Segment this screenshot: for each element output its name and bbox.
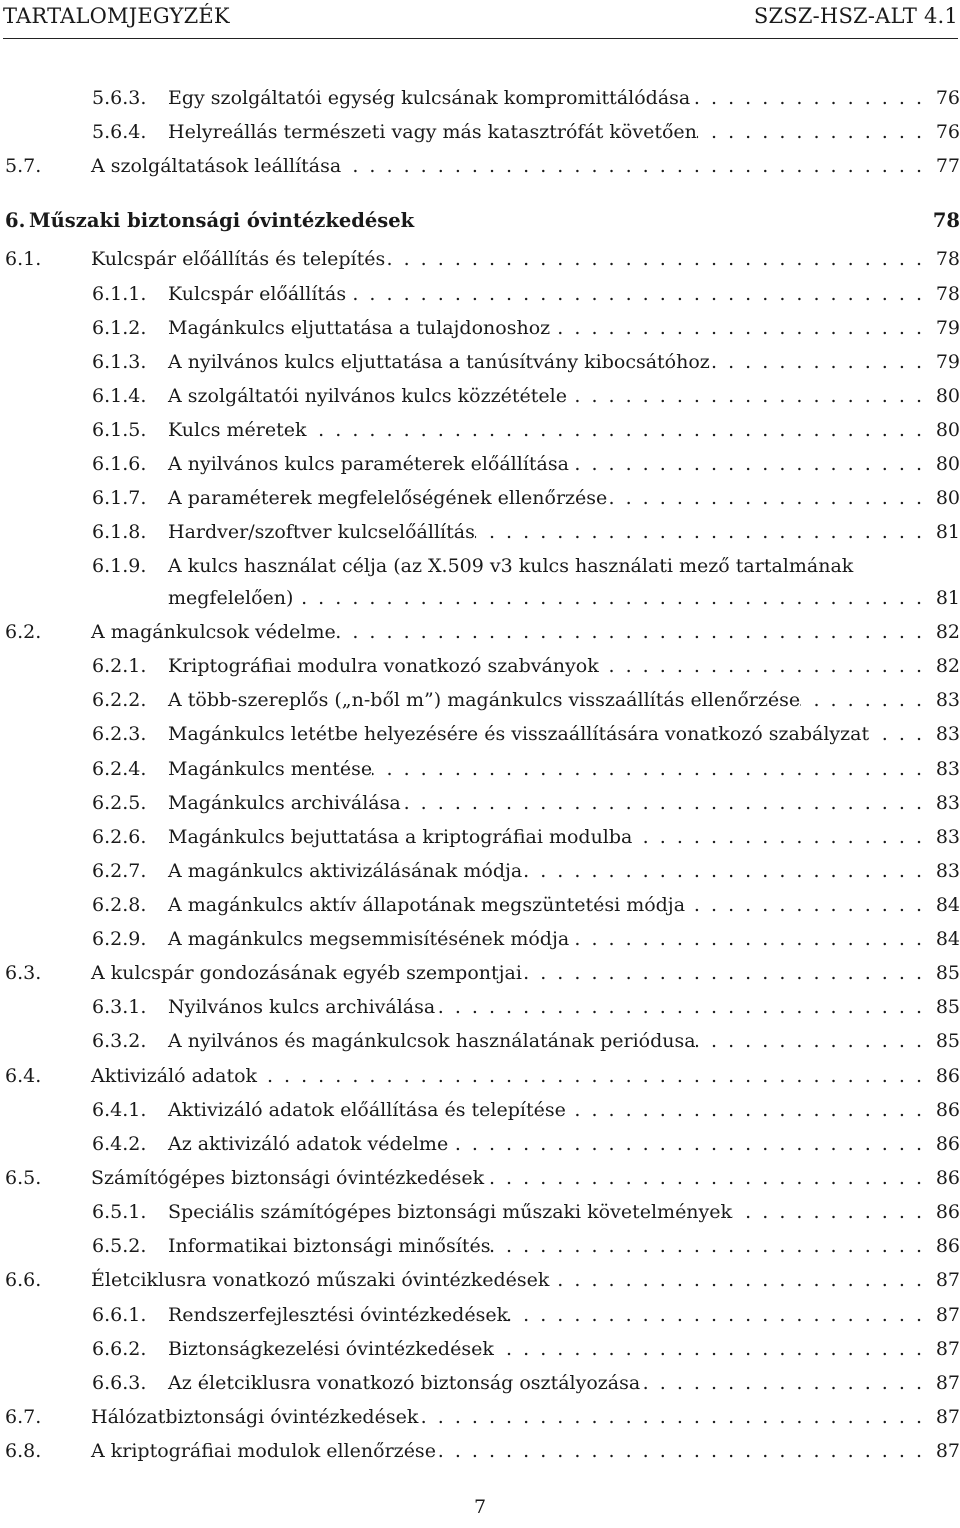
toc-entry-title: A kulcs használat célja (az X.509 v3 kulcs használati mező tartalmának [168, 555, 854, 577]
toc-entry-number: 6.3. [5, 962, 42, 984]
toc-leader-dots [336, 621, 930, 643]
toc-entry-page: 87 [935, 1440, 960, 1462]
toc-entry[interactable] [92, 894, 960, 916]
toc-entry[interactable] [92, 996, 960, 1018]
toc-entry-title: Kulcspár előállítás [168, 283, 347, 305]
toc-entry-page: 82 [935, 655, 960, 677]
toc-entry-title: Nyilvános kulcs archiválása [168, 996, 436, 1018]
toc-leader-dots [696, 1030, 930, 1052]
toc-leader-dots [800, 689, 930, 711]
toc-entry-title: Az aktivizáló adatok védelme [168, 1133, 449, 1155]
header-left-title: TARTALOMJEGYZÉK [3, 4, 230, 28]
toc-entry[interactable] [92, 1338, 960, 1360]
toc-entry-number: 6.2.3. [92, 723, 147, 745]
toc-entry-number: 6.2.9. [92, 928, 147, 950]
toc-entry-page: 86 [935, 1099, 960, 1121]
toc-entry[interactable] [92, 1030, 960, 1052]
toc-entry[interactable] [92, 1235, 960, 1257]
toc-entry-number: 6.1.6. [92, 453, 147, 475]
toc-entry-number: 6.1.5. [92, 419, 147, 441]
toc-entry-number: 6.4. [5, 1065, 42, 1087]
toc-entry[interactable] [92, 723, 960, 745]
toc-entry-title: Aktivizáló adatok [91, 1065, 258, 1087]
toc-entry[interactable] [5, 1269, 960, 1291]
toc-entry-number: 6.5.1. [92, 1201, 147, 1223]
toc-entry-title: A kriptográfiai modulok ellenőrzése [91, 1440, 436, 1462]
toc-leader-dots [599, 655, 930, 677]
toc-leader-dots [293, 587, 930, 609]
toc-entry-number: 5.6.4. [92, 121, 147, 143]
toc-entry[interactable] [92, 1372, 960, 1394]
toc-entry-page: 78 [935, 283, 960, 305]
toc-entry-multiline-second[interactable] [92, 587, 960, 609]
toc-leader-dots [257, 1065, 930, 1087]
toc-leader-dots [550, 317, 930, 339]
toc-entry[interactable] [92, 826, 960, 848]
toc-entry-title-cont: megfelelően) [168, 587, 294, 609]
toc-entry-number: 6.6.2. [92, 1338, 147, 1360]
toc-entry-title: Aktivizáló adatok előállítása és telepítése [168, 1099, 566, 1121]
toc-leader-dots [685, 894, 930, 916]
toc-entry[interactable] [5, 1440, 960, 1462]
toc-entry[interactable] [92, 928, 960, 950]
toc-entry-title: Magánkulcs letétbe helyezésére és visszaállítására vonatkozó szabályzat [168, 723, 870, 745]
toc-entry-title: Informatikai biztonsági minősítés [168, 1235, 491, 1257]
toc-leader-dots [385, 248, 930, 270]
page-number: 7 [473, 1496, 487, 1518]
toc-leader-dots [607, 487, 930, 509]
toc-entry[interactable] [92, 283, 960, 305]
toc-entry-number: 6.1. [5, 248, 42, 270]
toc-leader-dots [567, 385, 930, 407]
toc-entry-page: 84 [935, 894, 960, 916]
toc-entry-page: 82 [935, 621, 960, 643]
toc-entry-page: 87 [935, 1269, 960, 1291]
toc-leader-dots [690, 87, 930, 109]
toc-entry-number: 6.5. [5, 1167, 42, 1189]
toc-entry-title: A több-szereplős („n-ből m”) magánkulcs visszaállítás ellenőrzése [168, 689, 801, 711]
toc-leader-dots [307, 419, 930, 441]
toc-entry-number: 5.6.3. [92, 87, 147, 109]
toc-leader-dots [710, 351, 930, 373]
toc-entry-number: 6.2.1. [92, 655, 147, 677]
toc-entry[interactable] [92, 860, 960, 882]
toc-entry-page: 77 [935, 155, 960, 177]
toc-leader-dots [566, 1099, 930, 1121]
toc-entry-number: 6.2. [5, 621, 42, 643]
toc-entry[interactable] [92, 1201, 960, 1223]
toc-entry[interactable] [92, 792, 960, 814]
toc-entry-page: 86 [935, 1167, 960, 1189]
toc-leader-dots [475, 521, 930, 543]
toc-entry[interactable] [92, 655, 960, 677]
toc-entry-title: Műszaki biztonsági óvintézkedések [29, 209, 415, 232]
toc-entry-page: 78 [935, 248, 960, 270]
toc-entry-title: A magánkulcs aktív állapotának megszüntetési módja [168, 894, 686, 916]
toc-entry-page: 81 [935, 587, 960, 609]
toc-entry-title: Életciklusra vonatkozó műszaki óvintézkedések [91, 1269, 550, 1291]
toc-entry-multiline-first[interactable] [92, 555, 960, 577]
toc-entry-title: Magánkulcs archiválása [168, 792, 401, 814]
toc-entry-page: 83 [935, 826, 960, 848]
toc-entry-number: 6.3.1. [92, 996, 147, 1018]
toc-entry-number: 6.2.4. [92, 758, 147, 780]
toc-entry-title: Számítógépes biztonsági óvintézkedések [91, 1167, 485, 1189]
header-right-id: SZSZ-HSZ-ALT 4.1 [753, 4, 958, 28]
toc-entry-number: 6.5.2. [92, 1235, 147, 1257]
toc-entry-title: Rendszerfejlesztési óvintézkedések [168, 1304, 509, 1326]
toc-entry-title: Hardver/szoftver kulcselőállítás [168, 521, 475, 543]
toc-entry-page: 83 [935, 758, 960, 780]
toc-entry[interactable] [92, 121, 960, 143]
toc-entry-title: Magánkulcs bejuttatása a kriptográfiai modulba [168, 826, 633, 848]
toc-entry[interactable] [5, 621, 960, 643]
toc-leader-dots [869, 723, 930, 745]
toc-entry[interactable] [92, 317, 960, 339]
toc-entry[interactable] [92, 689, 960, 711]
toc-entry-page: 83 [935, 792, 960, 814]
toc-entry-number: 6.7. [5, 1406, 42, 1428]
toc-entry-page: 80 [935, 419, 960, 441]
toc-entry-number: 6.4.2. [92, 1133, 147, 1155]
toc-chapter-entry[interactable] [5, 210, 960, 232]
toc-entry-number: 5.7. [5, 155, 42, 177]
toc-entry[interactable] [92, 87, 960, 109]
toc-entry[interactable] [92, 758, 960, 780]
toc-entry-page: 76 [935, 121, 960, 143]
toc-entry-page: 81 [935, 521, 960, 543]
toc-entry-number: 6.2.8. [92, 894, 147, 916]
toc-entry-number: 6.1.4. [92, 385, 147, 407]
toc-entry[interactable] [92, 419, 960, 441]
toc-entry[interactable] [5, 1065, 960, 1087]
toc-leader-dots [697, 121, 930, 143]
toc-entry-title: Magánkulcs mentése [168, 758, 373, 780]
toc-leader-dots [435, 996, 930, 1018]
toc-leader-dots [569, 453, 930, 475]
toc-entry[interactable] [5, 248, 960, 270]
toc-entry-page: 80 [935, 487, 960, 509]
toc-entry-page: 87 [935, 1304, 960, 1326]
toc-leader-dots [372, 758, 930, 780]
toc-entry-title: A kulcspár gondozásának egyéb szempontjai [91, 962, 522, 984]
toc-entry-title: A nyilvános és magánkulcsok használatának periódusa [168, 1030, 696, 1052]
toc-entry[interactable] [92, 487, 960, 509]
toc-entry-page: 87 [935, 1372, 960, 1394]
toc-entry[interactable] [92, 1304, 960, 1326]
toc-entry-title: A nyilvános kulcs eljuttatása a tanúsítvány kibocsátóhoz [168, 351, 710, 373]
toc-entry-page: 79 [935, 317, 960, 339]
toc-entry-number: 6.1.7. [92, 487, 147, 509]
toc-entry-number: 6.2.7. [92, 860, 147, 882]
toc-entry[interactable] [92, 351, 960, 373]
toc-leader-dots [484, 1167, 930, 1189]
toc-leader-dots [436, 1440, 930, 1462]
toc-entry-page: 86 [935, 1133, 960, 1155]
toc-entry-number: 6.8. [5, 1440, 42, 1462]
toc-entry-title: Kulcspár előállítás és telepítés [91, 248, 386, 270]
toc-leader-dots [549, 1269, 930, 1291]
toc-entry-page: 76 [935, 87, 960, 109]
toc-entry[interactable] [5, 1167, 960, 1189]
toc-leader-dots [522, 860, 930, 882]
toc-entry[interactable] [92, 453, 960, 475]
toc-entry[interactable] [92, 1099, 960, 1121]
toc-entry-title: Magánkulcs eljuttatása a tulajdonoshoz [168, 317, 551, 339]
toc-entry-page: 85 [935, 1030, 960, 1052]
toc-entry-page: 86 [935, 1065, 960, 1087]
toc-leader-dots [401, 792, 930, 814]
toc-leader-dots [490, 1235, 930, 1257]
toc-entry-title: Egy szolgáltatói egység kulcsának kompromittálódása [168, 87, 691, 109]
toc-leader-dots [632, 826, 930, 848]
toc-entry-number: 6.1.9. [92, 555, 147, 577]
toc-entry-number: 6. [5, 209, 26, 232]
toc-leader-dots [732, 1201, 930, 1223]
toc-leader-dots [522, 962, 930, 984]
toc-entry-title: Kriptográfiai modulra vonatkozó szabványok [168, 655, 599, 677]
toc-entry-number: 6.1.8. [92, 521, 147, 543]
toc-entry-page: 78 [932, 209, 960, 232]
toc-entry-page: 80 [935, 453, 960, 475]
toc-entry-number: 6.6.1. [92, 1304, 147, 1326]
toc-entry-title: A szolgáltatások leállítása [91, 155, 342, 177]
toc-entry-title: Speciális számítógépes biztonsági műszaki követelmények [168, 1201, 733, 1223]
toc-entry-title: Biztonságkezelési óvintézkedések [168, 1338, 494, 1360]
toc-entry[interactable] [5, 155, 960, 177]
toc-entry-page: 87 [935, 1338, 960, 1360]
toc-entry-title: A magánkulcs megsemmisítésének módja [168, 928, 570, 950]
toc-leader-dots [494, 1338, 930, 1360]
toc-entry-number: 6.2.5. [92, 792, 147, 814]
toc-entry-title: Hálózatbiztonsági óvintézkedések [91, 1406, 419, 1428]
toc-entry-title: Helyreállás természeti vagy más katasztrófát követően [168, 121, 697, 143]
toc-leader-dots [640, 1372, 930, 1394]
toc-entry-number: 6.1.3. [92, 351, 147, 373]
toc-entry-page: 85 [935, 996, 960, 1018]
toc-entry-title: A nyilvános kulcs paraméterek előállítása [168, 453, 569, 475]
toc-entry[interactable] [92, 385, 960, 407]
toc-leader-dots [341, 155, 930, 177]
toc-entry-title: A magánkulcsok védelme [91, 621, 336, 643]
toc-entry-page: 85 [935, 962, 960, 984]
toc-entry-title: Kulcs méretek [168, 419, 307, 441]
toc-entry-page: 79 [935, 351, 960, 373]
toc-entry-number: 6.6.3. [92, 1372, 147, 1394]
toc-entry-number: 6.2.2. [92, 689, 147, 711]
toc-entry[interactable] [5, 962, 960, 984]
toc-entry-page: 84 [935, 928, 960, 950]
toc-entry-page: 83 [935, 860, 960, 882]
toc-entry-number: 6.2.6. [92, 826, 147, 848]
toc-entry-number: 6.4.1. [92, 1099, 147, 1121]
toc-entry-page: 87 [935, 1406, 960, 1428]
toc-leader-dots [346, 283, 930, 305]
toc-entry-number: 6.1.1. [92, 283, 147, 305]
toc-entry[interactable] [92, 1133, 960, 1155]
toc-entry-number: 6.3.2. [92, 1030, 147, 1052]
toc-entry[interactable] [92, 521, 960, 543]
toc-entry[interactable] [5, 1406, 960, 1428]
toc-entry-page: 86 [935, 1235, 960, 1257]
toc-leader-dots [418, 1406, 930, 1428]
toc-entry-number: 6.1.2. [92, 317, 147, 339]
toc-leader-dots [448, 1133, 930, 1155]
toc-entry-page: 83 [935, 689, 960, 711]
toc-entry-page: 86 [935, 1201, 960, 1223]
toc-entry-title: A magánkulcs aktivizálásának módja [168, 860, 523, 882]
toc-leader-dots [508, 1304, 930, 1326]
toc-entry-title: Az életciklusra vonatkozó biztonság osztályozása [168, 1372, 641, 1394]
toc-entry-title: A szolgáltatói nyilvános kulcs közzététele [168, 385, 567, 407]
toc-entry-page: 80 [935, 385, 960, 407]
toc-entry-title: A paraméterek megfelelőségének ellenőrzése [168, 487, 608, 509]
toc-entry-page: 83 [935, 723, 960, 745]
toc-entry-number: 6.6. [5, 1269, 42, 1291]
toc-leader-dots [569, 928, 930, 950]
